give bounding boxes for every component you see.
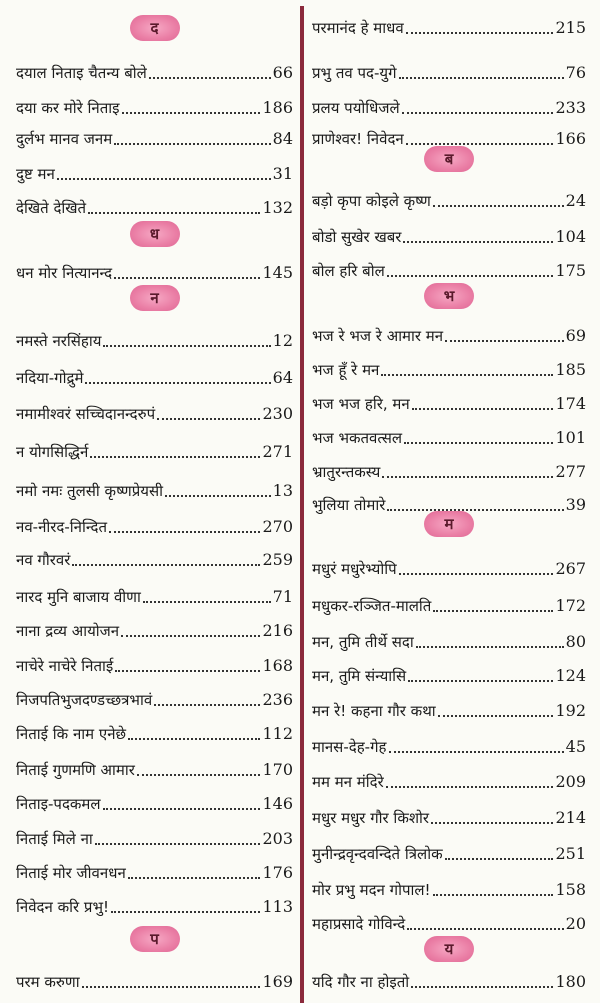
entry-page-number: 186	[262, 98, 293, 117]
entry-title: प्रलय पयोधिजले	[312, 99, 400, 117]
entry-title: प्राणेश्वर! निवेदन	[312, 130, 404, 148]
entry-title: मन, तुमि तीर्थे सदा	[312, 633, 414, 651]
dot-leader	[115, 670, 260, 672]
dot-leader	[416, 646, 564, 648]
entry-page-number: 39	[565, 495, 586, 514]
dot-leader	[149, 77, 271, 79]
entry-page-number: 145	[262, 263, 293, 282]
letter-badge: ध	[130, 221, 180, 247]
entry-title: मम मन मंदिरे	[312, 773, 384, 791]
dot-leader	[399, 573, 554, 575]
dot-leader	[433, 610, 553, 612]
entry-page-number: 236	[262, 690, 293, 709]
dot-leader	[404, 442, 553, 444]
dot-leader	[445, 858, 554, 860]
index-entry	[16, 160, 293, 184]
entry-page-number: 113	[262, 897, 293, 916]
dot-leader	[433, 894, 554, 896]
entry-title: नमामीश्वरं सच्चिदानन्दरुपं	[16, 405, 156, 423]
dot-leader	[408, 680, 553, 682]
entry-title: धन मोर नित्यानन्द	[16, 264, 113, 282]
entry-page-number: 13	[272, 481, 293, 500]
entry-title: नदिया-गोद्रुमे	[16, 369, 84, 387]
letter-header	[16, 14, 293, 42]
index-entry	[312, 356, 586, 380]
letter-header	[312, 510, 586, 538]
letter-badge: न	[130, 285, 180, 311]
index-entry	[312, 804, 586, 828]
dot-leader	[381, 374, 553, 376]
letter-header	[312, 145, 586, 173]
dot-leader	[386, 786, 554, 788]
entry-page-number: 20	[565, 914, 586, 933]
entry-page-number: 230	[262, 404, 293, 423]
dot-leader	[165, 495, 271, 497]
entry-page-number: 101	[555, 428, 586, 447]
entry-title: बोडो सुखेर खबर	[312, 228, 402, 246]
entry-title: नाचेरे नाचेरे निताई	[16, 657, 114, 675]
entry-title: न योगसिद्धिर्न	[16, 443, 89, 461]
entry-title: मधुकर-रञ्जित-मालति	[312, 597, 432, 615]
entry-page-number: 158	[555, 880, 586, 899]
entry-title: नमो नमः तुलसी कृष्णप्रेयसी	[16, 482, 164, 500]
entry-page-number: 271	[262, 442, 293, 461]
index-entry	[16, 513, 293, 537]
entry-title: निवेदन करि प्रभु!	[16, 898, 110, 916]
entry-page-number: 216	[262, 621, 293, 640]
index-entry	[16, 825, 293, 849]
entry-title: नारद मुनि बाजाय वीणा	[16, 588, 141, 606]
index-entry	[312, 910, 586, 934]
entry-title: दयाल निताइ चैतन्य बोले	[16, 64, 147, 82]
entry-page-number: 132	[262, 198, 293, 217]
index-entry	[312, 14, 586, 38]
entry-page-number: 277	[555, 462, 586, 481]
entry-title: मानस-देह-गेह	[312, 738, 387, 756]
index-entry	[312, 733, 586, 757]
entry-title: मधुर मधुर गौर किशोर	[312, 809, 430, 827]
dot-leader	[122, 112, 261, 114]
index-entry	[312, 257, 586, 281]
entry-title: बड़ो कृपा कोइले कृष्ण	[312, 192, 431, 210]
index-entry	[16, 94, 293, 118]
dot-leader	[121, 635, 260, 637]
entry-page-number: 69	[565, 326, 586, 345]
entry-title: भुलिया तोमारे	[312, 496, 386, 514]
index-entry	[16, 720, 293, 744]
index-entry	[16, 477, 293, 501]
index-entry	[16, 583, 293, 607]
letter-badge: प	[130, 926, 180, 952]
entry-page-number: 64	[272, 368, 293, 387]
index-entry	[16, 968, 293, 992]
letter-badge: द	[130, 15, 180, 41]
entry-title: नमस्ते नरसिंहाय	[16, 332, 102, 350]
index-entry	[16, 652, 293, 676]
entry-page-number: 267	[555, 559, 586, 578]
letter-header	[312, 282, 586, 310]
entry-title: निताइ-पदकमल	[16, 795, 101, 813]
letter-header	[16, 284, 293, 312]
entry-title: परमानंद हे माधव	[312, 19, 404, 37]
entry-page-number: 84	[272, 129, 293, 148]
entry-title: भज भकतवत्सल	[312, 429, 402, 447]
dot-leader	[387, 275, 554, 277]
dot-leader	[157, 418, 260, 420]
entry-page-number: 209	[555, 772, 586, 791]
entry-page-number: 251	[555, 844, 586, 863]
entry-page-number: 80	[565, 632, 586, 651]
dot-leader	[95, 843, 261, 845]
entry-title: दया कर मोरे निताइ	[16, 99, 120, 117]
dot-leader	[103, 345, 270, 347]
dot-leader	[389, 751, 564, 753]
dot-leader	[57, 178, 271, 180]
dot-leader	[154, 704, 260, 706]
index-entry	[16, 859, 293, 883]
entry-title: बोल हरि बोल	[312, 262, 385, 280]
letter-header	[16, 925, 293, 953]
entry-title: महाप्रसादे गोविन्दे	[312, 915, 406, 933]
entry-title: प्रभु तव पद-युगे	[312, 64, 397, 82]
index-entry	[16, 59, 293, 83]
index-entry	[16, 617, 293, 641]
entry-title: मधुरं मधुरेभ्योपि	[312, 560, 397, 578]
entry-page-number: 146	[262, 794, 293, 813]
index-entry	[312, 424, 586, 448]
entry-page-number: 166	[555, 129, 586, 148]
dot-leader	[88, 212, 260, 214]
entry-page-number: 76	[565, 63, 586, 82]
index-entry	[312, 555, 586, 579]
entry-page-number: 176	[262, 863, 293, 882]
entry-page-number: 175	[555, 261, 586, 280]
entry-page-number: 192	[555, 701, 586, 720]
entry-title: निताई मिले ना	[16, 830, 93, 848]
entry-page-number: 104	[555, 227, 586, 246]
letter-header	[16, 220, 293, 248]
dot-leader	[433, 205, 564, 207]
entry-page-number: 66	[272, 63, 293, 82]
dot-leader	[137, 774, 261, 776]
dot-leader	[402, 112, 554, 114]
dot-leader	[90, 456, 260, 458]
entry-title: निताई मोर जीवनधन	[16, 864, 126, 882]
index-entry	[312, 223, 586, 247]
index-entry	[312, 94, 586, 118]
entry-title: निताई गुणमणि आमार	[16, 761, 135, 779]
dot-leader	[143, 601, 271, 603]
dot-leader	[406, 32, 554, 34]
index-entry	[312, 458, 586, 482]
entry-title: निजपतिभुजदण्डच्छत्रभावं	[16, 691, 153, 709]
index-entry	[312, 697, 586, 721]
entry-page-number: 112	[262, 724, 293, 743]
entry-page-number: 24	[565, 191, 586, 210]
index-entry	[312, 322, 586, 346]
index-entry	[312, 840, 586, 864]
entry-title: मुनीन्द्रवृन्दवन्दिते त्रिलोक	[312, 845, 443, 863]
letter-badge: म	[424, 511, 474, 537]
entry-page-number: 174	[555, 394, 586, 413]
entry-title: देखिते देखिते	[16, 199, 87, 217]
entry-title: नव-नीरद-निन्दित	[16, 518, 108, 536]
dot-leader	[412, 408, 554, 410]
entry-page-number: 170	[262, 760, 293, 779]
dot-leader	[382, 476, 553, 478]
dot-leader	[407, 928, 563, 930]
index-entry	[16, 125, 293, 149]
entry-page-number: 233	[555, 98, 586, 117]
entry-page-number: 185	[555, 360, 586, 379]
index-entry	[16, 756, 293, 780]
letter-badge: भ	[424, 283, 474, 309]
index-entry	[16, 438, 293, 462]
dot-leader	[128, 877, 261, 879]
index-entry	[16, 194, 293, 218]
dot-leader	[403, 241, 553, 243]
index-entry	[312, 592, 586, 616]
letter-badge: य	[424, 936, 474, 962]
entry-page-number: 124	[555, 666, 586, 685]
index-entry	[312, 59, 586, 83]
entry-title: भज हूँ रे मन	[312, 361, 380, 379]
entry-title: मन रे! कहना गौर कथा	[312, 702, 436, 720]
entry-title: मोर प्रभु मदन गोपाल!	[312, 881, 431, 899]
index-entry	[16, 790, 293, 814]
entry-title: परम करुणा	[16, 973, 80, 991]
index-entry	[16, 546, 293, 570]
letter-header	[312, 935, 586, 963]
column-divider	[300, 6, 304, 1003]
dot-leader	[109, 531, 260, 533]
entry-page-number: 203	[262, 829, 293, 848]
index-entry	[312, 768, 586, 792]
dot-leader	[103, 808, 261, 810]
entry-page-number: 31	[272, 164, 293, 183]
dot-leader	[72, 564, 260, 566]
index-entry	[312, 968, 586, 992]
entry-page-number: 12	[272, 331, 293, 350]
index-entry	[312, 390, 586, 414]
entry-page-number: 214	[555, 808, 586, 827]
index-entry	[312, 187, 586, 211]
dot-leader	[411, 986, 553, 988]
index-entry	[312, 662, 586, 686]
dot-leader	[431, 822, 553, 824]
index-entry	[16, 259, 293, 283]
index-entry	[312, 876, 586, 900]
entry-page-number: 168	[262, 656, 293, 675]
index-entry	[16, 400, 293, 424]
dot-leader	[128, 738, 260, 740]
dot-leader	[399, 77, 564, 79]
entry-title: भ्रातुरन्तकस्य	[312, 463, 381, 481]
dot-leader	[82, 986, 261, 988]
dot-leader	[114, 143, 270, 145]
entry-title: निताई कि नाम एनेछे	[16, 725, 127, 743]
entry-title: भज रे भज रे आमार मन	[312, 327, 444, 345]
entry-page-number: 180	[555, 972, 586, 991]
dot-leader	[438, 715, 554, 717]
entry-title: दुर्लभ मानव जनम	[16, 130, 113, 148]
index-entry	[16, 893, 293, 917]
entry-page-number: 270	[262, 517, 293, 536]
entry-title: नाना द्रव्य आयोजन	[16, 622, 120, 640]
entry-page-number: 45	[565, 737, 586, 756]
entry-title: नव गौरवरं	[16, 551, 71, 569]
dot-leader	[111, 911, 260, 913]
dot-leader	[445, 340, 564, 342]
entry-page-number: 259	[262, 550, 293, 569]
entry-page-number: 172	[555, 596, 586, 615]
index-entry	[16, 327, 293, 351]
letter-badge: ब	[424, 146, 474, 172]
index-entry	[16, 364, 293, 388]
dot-leader	[114, 277, 260, 279]
index-entry	[16, 686, 293, 710]
entry-page-number: 215	[555, 18, 586, 37]
entry-title: दुष्ट मन	[16, 165, 55, 183]
entry-page-number: 71	[272, 587, 293, 606]
entry-title: भज भज हरि, मन	[312, 395, 410, 413]
entry-title: मन, तुमि संन्यासि	[312, 667, 407, 685]
dot-leader	[85, 382, 270, 384]
entry-page-number: 169	[262, 972, 293, 991]
index-entry	[312, 628, 586, 652]
entry-title: यदि गौर ना होइतो	[312, 973, 410, 991]
